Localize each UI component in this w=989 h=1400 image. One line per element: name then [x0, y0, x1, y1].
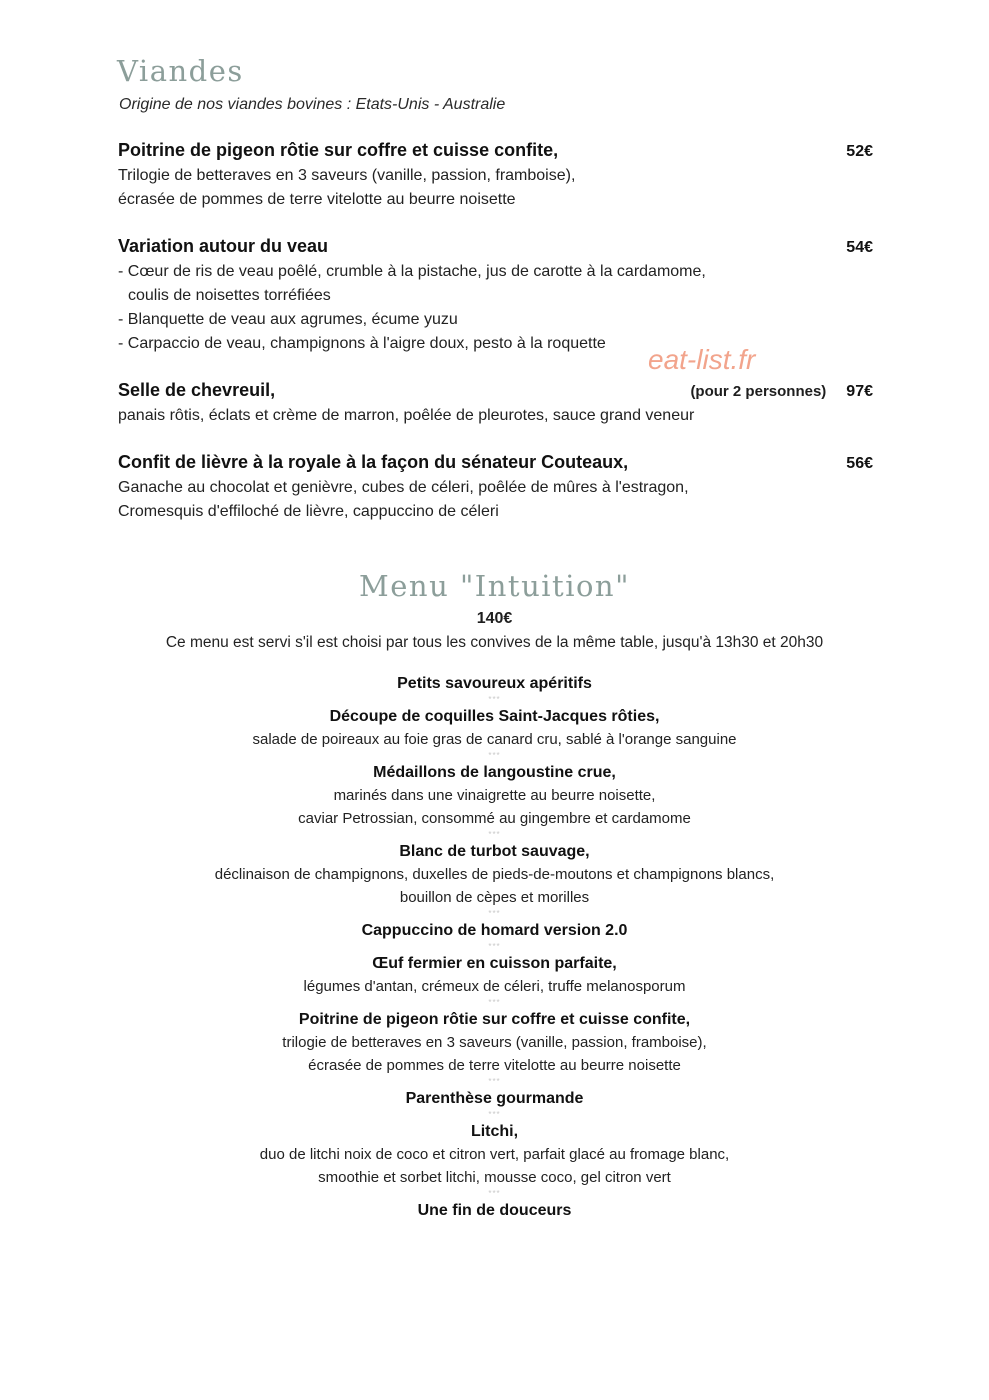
dish-description-line: Ganache au chocolat et genièvre, cubes de céleri, poêlée de mûres à l'estragon, — [118, 479, 689, 496]
meat-origin-note: Origine de nos viandes bovines : Etats-Unis - Australie — [119, 96, 506, 113]
dish-description-line: Cromesquis d'effiloché de lièvre, cappuccino de céleri — [118, 503, 499, 520]
menu-intuition — [0, 566, 989, 1222]
course-description-line: marinés dans une vinaigrette au beurre noisette, — [333, 787, 656, 804]
dish-portion: (pour 2 personnes) — [690, 383, 827, 400]
course-separator: *** — [488, 998, 501, 1007]
dish-description-line: - Blanquette de veau aux agrumes, écume yuzu — [118, 311, 458, 328]
course-item — [0, 952, 989, 998]
course-item — [0, 919, 989, 942]
dish-description-line: panais rôtis, éclats et crème de marron, poêlée de pleurotes, sauce grand veneur — [118, 407, 695, 424]
course-separator: *** — [488, 751, 501, 760]
course-item — [0, 840, 989, 909]
course-item — [0, 1087, 989, 1110]
dish-name: Confit de lièvre à la royale à la façon du sénateur Couteaux, — [118, 452, 629, 472]
course-description-line: trilogie de betteraves en 3 saveurs (vanille, passion, framboise), — [282, 1034, 707, 1051]
dish-name: Variation autour du veau — [118, 236, 329, 256]
course-name: Œuf fermier en cuisson parfaite, — [372, 955, 617, 972]
course-separator: *** — [488, 830, 501, 839]
dish-price: 54€ — [846, 239, 873, 256]
course-description-line: caviar Petrossian, consommé au gingembre et cardamome — [298, 810, 691, 827]
course-separator: *** — [488, 1189, 501, 1198]
course-name: Litchi, — [470, 1123, 519, 1140]
course-item — [0, 1008, 989, 1077]
course-separator: *** — [488, 695, 501, 704]
dish-item — [118, 452, 873, 524]
menu-price: 140€ — [476, 610, 513, 627]
course-description-line: salade de poireaux au foie gras de canard cru, sablé à l'orange sanguine — [252, 731, 737, 748]
course-description-line: écrasée de pommes de terre vitelotte au beurre noisette — [308, 1057, 681, 1074]
dish-description-line: - Carpaccio de veau, champignons à l'aigre doux, pesto à la roquette — [118, 335, 606, 352]
course-item — [0, 761, 989, 830]
dish-description-line: écrasée de pommes de terre vitelotte au beurre noisette — [118, 191, 516, 208]
course-separator: *** — [488, 1077, 501, 1086]
dish-description-line: Trilogie de betteraves en 3 saveurs (vanille, passion, framboise), — [118, 167, 576, 184]
course-name: Blanc de turbot sauvage, — [399, 843, 590, 860]
dish-name: Selle de chevreuil, — [118, 380, 276, 400]
course-name: Parenthèse gourmande — [405, 1090, 584, 1107]
section-title-viandes: Viandes — [117, 54, 244, 88]
course-description-line: bouillon de cèpes et morilles — [399, 889, 590, 906]
dish-item — [118, 236, 873, 356]
course-name: Poitrine de pigeon rôtie sur coffre et cuisse confite, — [298, 1011, 691, 1028]
section-title-menu: Menu "Intuition" — [359, 569, 630, 603]
course-name: Cappuccino de homard version 2.0 — [361, 922, 628, 939]
course-item — [0, 1120, 989, 1189]
dish-description-line: coulis de noisettes torréfiées — [128, 287, 331, 304]
dish-price: 52€ — [846, 143, 873, 160]
course-separator: *** — [488, 1110, 501, 1119]
dish-item — [118, 140, 873, 212]
course-item — [0, 1199, 989, 1222]
course-description-line: duo de litchi noix de coco et citron vert, parfait glacé au fromage blanc, — [259, 1146, 730, 1163]
course-name: Petits savoureux apéritifs — [397, 675, 592, 692]
course-name: Découpe de coquilles Saint-Jacques rôties, — [329, 708, 660, 725]
dish-description-line: - Cœur de ris de veau poêlé, crumble à la pistache, jus de carotte à la cardamome, — [118, 263, 706, 280]
course-description-line: légumes d'antan, crémeux de céleri, truffe melanosporum — [303, 978, 686, 995]
menu-note: Ce menu est servi s'il est choisi par tous les convives de la même table, jusqu'à 13h30 et 20h30 — [165, 634, 824, 651]
course-separator: *** — [488, 909, 501, 918]
dish-item — [118, 380, 873, 428]
watermark: eat-list.fr — [648, 344, 756, 375]
course-separator: *** — [488, 942, 501, 951]
dish-price: 97€ — [846, 383, 873, 400]
dish-name: Poitrine de pigeon rôtie sur coffre et cuisse confite, — [118, 140, 559, 160]
course-description-line: smoothie et sorbet litchi, mousse coco, gel citron vert — [318, 1169, 671, 1186]
dish-price: 56€ — [846, 455, 873, 472]
course-description-line: déclinaison de champignons, duxelles de pieds-de-moutons et champignons blancs, — [214, 866, 775, 883]
course-name: Une fin de douceurs — [417, 1202, 572, 1219]
course-item — [0, 705, 989, 751]
course-name: Médaillons de langoustine crue, — [373, 764, 616, 781]
course-item — [0, 672, 989, 695]
